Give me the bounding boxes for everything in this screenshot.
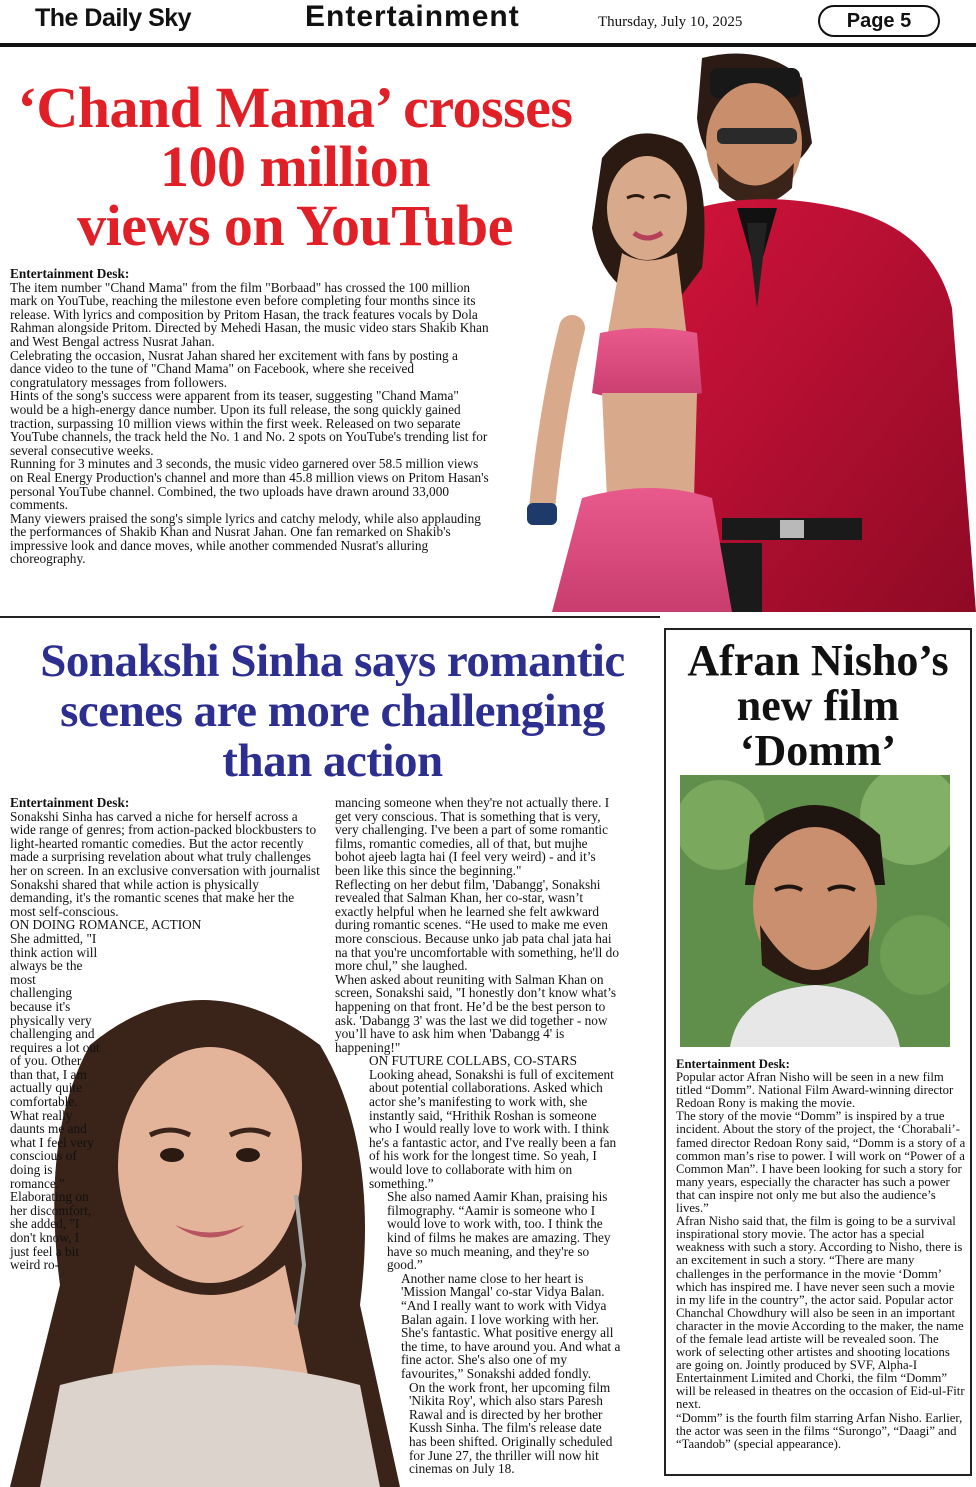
chand-mama-article [10,267,490,566]
byline: Entertainment Desk: [10,266,130,281]
subheading: ON DOING ROMANCE, ACTION [10,917,202,933]
paragraph: “Domm” is the fourth film starring Arfan Nisho. Earlier, the actor was seen in the films “Surongo”, “Daagi” and “Taandob” (special appearance). [676,1410,963,1451]
headline-line: than action [222,735,443,787]
headline-line: Afran Nisho’s [687,636,949,685]
paragraph: Another name close to her heart is 'Mission Mangal' co-star Vidya Balan. “And I really want to work with Vidya Balan again. I love working with her. She's fantastic. What positive energy all the time, to have around you. And what a fine actor. She's also one of my favourites,” Sonakshi added fondly. [401,1270,621,1381]
paragraph: When asked about reuniting with Salman Khan on screen, Sonakshi said, "I honestly don’t know what’s happening on that front. He’d be the best person to ask. 'Dabangg 3' was the last we did together - now you’ll have to ask him when 'Dabangg 4' is happening!" [335,971,617,1055]
section-title: Entertainment [305,0,520,33]
paragraph: The item number "Chand Mama" from the film "Borbaad" has crossed the 100 million mark on YouTube, reaching the milestone even before completing four months since its release. With lyrics and composition by Pritom Hasan, the track features vocals by Dola Rahman alongside Pritom. Directed by Mehedi Hasan, the music video stars Shakib Khan and West Bengal actress Nusrat Jahan. [10,279,489,349]
paragraph: Many viewers praised the song's simple lyrics and catchy melody, while also applauding the performances of Shakib Khan and Nusrat Jahan. One fan remarked on Shakib's impressive look and dance moves, while another commended Nusrat's alluring choreography. [10,510,481,567]
page-number-badge: Page 5 [818,5,940,37]
paragraph: Popular actor Afran Nisho will be seen in a new film titled “Domm”. National Film Award-winning director Redoan Rony is making the movie. [676,1070,954,1111]
afran-nisho-headline [668,638,968,773]
headline-line: scenes are more challenging [60,685,605,737]
headline-line: ‘Chand Mama’ crosses [17,75,573,140]
section-divider [0,616,660,618]
byline: Entertainment Desk: [676,1057,790,1071]
afran-nisho-article [676,1058,966,1451]
headline-line: Sonakshi Sinha says romantic [40,635,625,687]
chand-mama-headline [0,75,590,258]
paragraph: Looking ahead, Sonakshi is full of excitement about potential collaborations. Asked which actor she’s manifesting to work with, she instantly said, “Hrithik Roshan is someone who I would really love to work with. I think he's a fantastic actor, and I've really been a fan of his work for the longest time. So yeah, I would love to collaborate with him on something.” [369,1066,617,1191]
sonakshi-headline [10,636,655,786]
sonakshi-article-col1 [10,796,322,1272]
afran-nisho-photo [680,775,950,1047]
paragraph: Afran Nisho said that, the film is going to be a survival inspirational story movie. The actor has a special weakness with such a story. According to Nisho, there is an excitement in such a story. “There are many challenges in the performance in the movie ‘Domm’ which has inspired me. I have never seen such a movie in my life in the country”, the actor said. Popular actor Chanchal Chowdhury will also be seen in an important character in the movie According to the maker, the name of the female lead artiste will be revealed soon. The work of selecting other artistes and shooting locations are going on. Jointly produced by SVF, Alpha-I Entertainment Limited and Chorki, the film “Domm” will be released in theatres on the occasion of Eid-ul-Fitr next. [676,1214,965,1412]
byline: Entertainment Desk: [10,795,130,810]
paragraph: Sonakshi Sinha has carved a niche for herself across a wide range of genres; from action-packed blockbusters to light-hearted romantic comedies. But the actor recently made a surprising revelation about what truly challenges her on screen. In an exclusive conversation with journalist Sonakshi shared that while action is physically demanding, it's the romantic scenes that make her the most self-conscious. [10,808,320,919]
paragraph: Celebrating the occasion, Nusrat Jahan shared her excitement with fans by posting a dance video to the tune of "Chand Mama" on Facebook, where she received congratulatory messages from followers. [10,347,458,390]
paragraph: mancing someone when they're not actually there. I get very conscious. That is something that is very, very challenging. I've been a part of some romantic films, romantic comedies, all of that, but mujhe bohot ajeeb lagta hai (I feel very weird) - and it’s been like this since the beginning." [335,795,610,878]
issue-date: Thursday, July 10, 2025 [598,14,743,30]
headline-line: new film [736,681,900,730]
paragraph: The story of the movie “Domm” is inspired by a true incident. About the story of the project, the ‘Chorabali’-famed director Redoan Rony said, “Domm is a story of a common man’s rise to power. I will work on “Power of a Common Man”. I have been looking for such a story for many years, especially the character has such a power that can inspire not only me but also the audience’s lives.” [676,1109,966,1216]
subheading: ON FUTURE COLLABS, CO-STARS [369,1053,578,1069]
masthead-divider [0,43,976,47]
paragraph: On the work front, her upcoming film 'Nikita Roy', which also stars Paresh Rawal and is directed by her brother Kussh Sinha. The film's release date has been shifted. Originally scheduled for June 27, the thriller will now hit cinemas on July 18. [409,1379,613,1477]
headline-line: ‘Domm’ [739,726,897,775]
paragraph: She also named Aamir Khan, praising his filmography. “Aamir is someone who I would love to work with, too. I think the kind of films he makes are amazing. They have so much meaning, and they're so good.” [387,1189,611,1273]
sonakshi-article-col2 [335,796,621,1476]
paragraph: She admitted, "I think action will always be the most challenging because it's physically very challenging and requires a lot out of you. Other than that, I am actually quite comfortable. What really daunts me and what I feel very conscious of doing is romance." Elaborating on her discomfort, she added, "I don't know, I just feel a bit weird ro- [10,930,100,1273]
headline-line: 100 million [159,134,431,199]
headline-line: views on YouTube [77,193,513,258]
paragraph: Running for 3 minutes and 3 seconds, the music video garnered over 58.5 million views on Real Energy Production's channel and more than 45.8 million views on Pritom Hasan's personal YouTube channel. Combined, the two uploads have drawn around 33,000 comments. [10,456,489,513]
paragraph: Hints of the song's success were apparent from its teaser, suggesting "Chand Mama" would be a high-energy dance number. Upon its full release, the song quickly gained traction, surpassing 10 million views within the first week. Released on two separate YouTube channels, the track held the No. 1 and No. 2 spots on YouTube's trending list for several consecutive weeks. [10,388,488,458]
paragraph: Reflecting on her debut film, 'Dabangg', Sonakshi revealed that Salman Khan, her co-star, wasn’t exactly helpful when he learned she felt awkward during romantic scenes. “He used to make me even more conscious. Because unko jab pata chal jata hai na that you're uncomfortable with something, he'll do more chul,” she laughed. [335,876,619,974]
masthead [0,0,976,46]
paper-name: The Daily Sky [35,4,192,32]
